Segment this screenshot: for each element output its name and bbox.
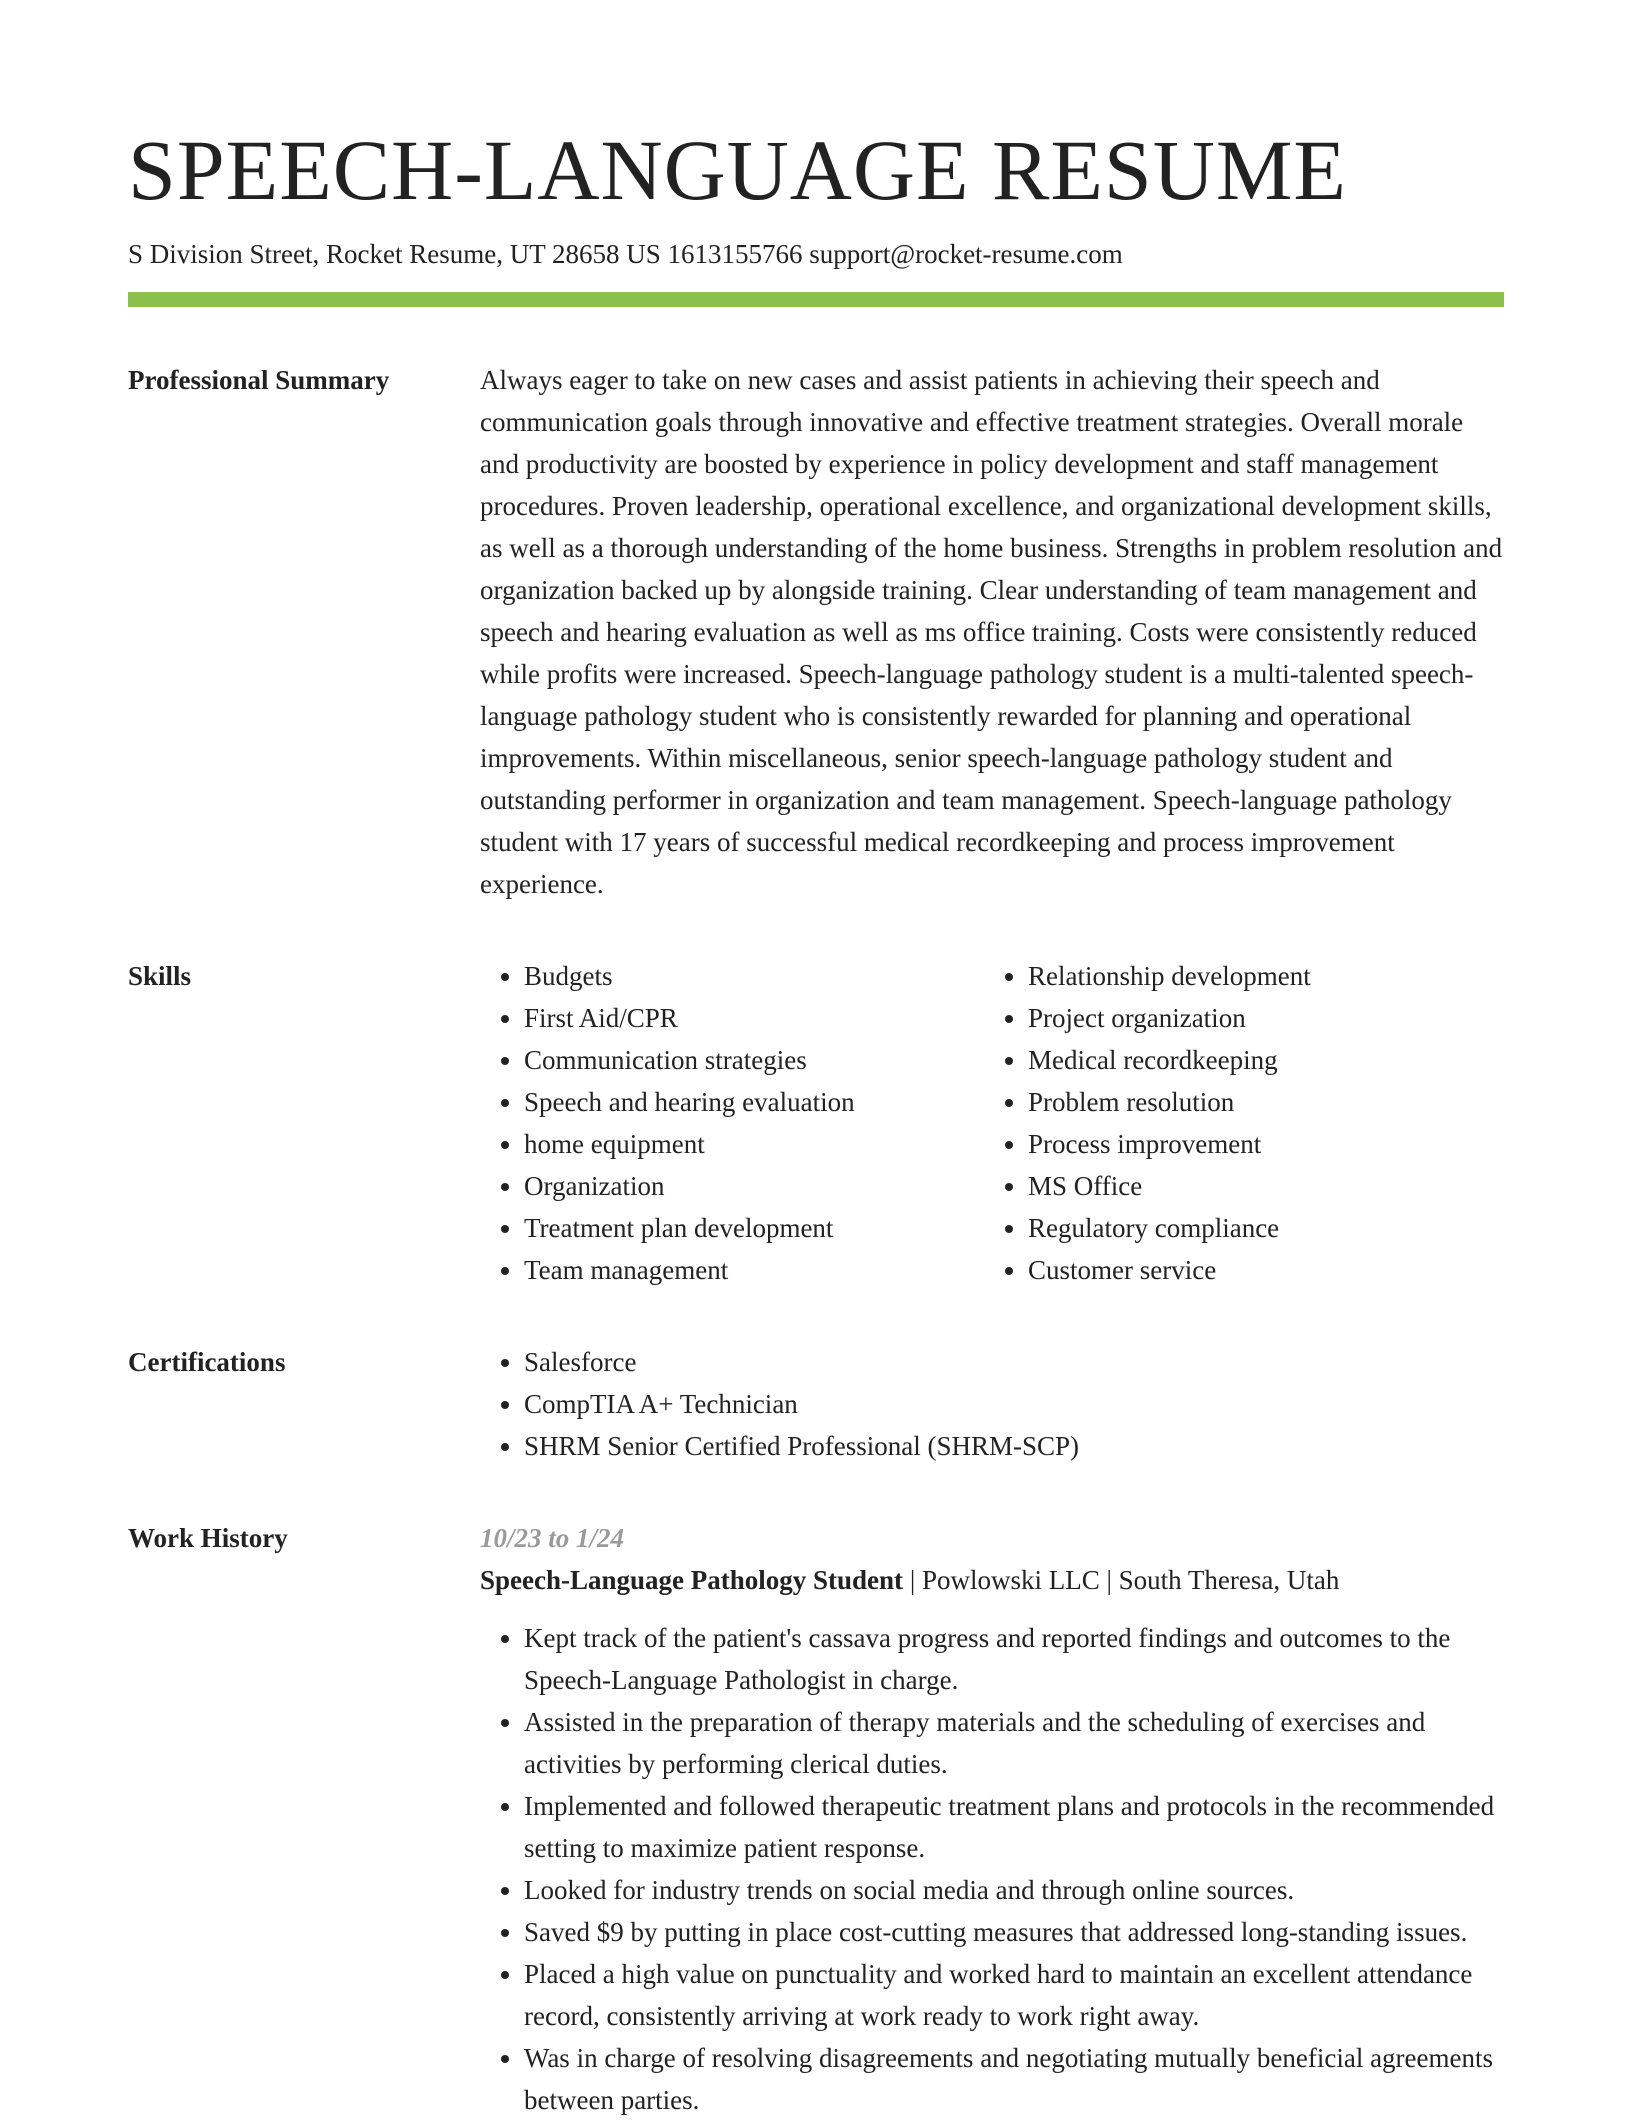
skills-list-right: [984, 955, 1488, 1291]
job-bullet: • Assisted in the preparation of therapy materials and the scheduling of exercises and activities by performing clerical duties.: [524, 1701, 1504, 1785]
skills-label: Skills: [128, 961, 192, 991]
work-history-section: [128, 1517, 1504, 2121]
skill-item: • First Aid/CPR: [524, 997, 984, 1039]
skill-item: • Project organization: [1028, 997, 1488, 1039]
skill-item: • Regulatory compliance: [1028, 1207, 1488, 1249]
resume-page: [128, 118, 1504, 2121]
header-divider: [128, 292, 1504, 307]
summary-section: [128, 359, 1504, 905]
certifications-section: [128, 1341, 1504, 1467]
skill-item: • Medical recordkeeping: [1028, 1039, 1488, 1081]
skill-item: • Budgets: [524, 955, 984, 997]
job-entry: [480, 1517, 1504, 2121]
skill-item: • MS Office: [1028, 1165, 1488, 1207]
job-title-line: [480, 1559, 1504, 1601]
certifications-list: [480, 1341, 1504, 1467]
job-bullet: • Looked for industry trends on social media and through online sources.: [524, 1869, 1504, 1911]
skill-item: • home equipment: [524, 1123, 984, 1165]
certifications-label: Certifications: [128, 1347, 286, 1377]
skills-list-left: [480, 955, 984, 1291]
job-bullet: • Saved $9 by putting in place cost-cutting measures that addressed long-standing issues.: [524, 1911, 1504, 1953]
job-dates: 10/23 to 1/24: [480, 1523, 625, 1553]
job-bullet: • Placed a high value on punctuality and worked hard to maintain an excellent attendance record, consistently arriving at work ready to work right away.: [524, 1953, 1504, 2037]
job-bullets: [480, 1617, 1504, 2121]
certification-item: • Salesforce: [524, 1341, 1504, 1383]
job-bullet: • Was in charge of resolving disagreements and negotiating mutually beneficial agreements between parties.: [524, 2037, 1504, 2121]
job-bullet: • Implemented and followed therapeutic treatment plans and protocols in the recommended setting to maximize patient response.: [524, 1785, 1504, 1869]
certification-item: • SHRM Senior Certified Professional (SHRM-SCP): [524, 1425, 1504, 1467]
job-details: | Powlowski LLC | South Theresa, Utah: [903, 1565, 1340, 1595]
summary-text: Always eager to take on new cases and assist patients in achieving their speech and communication goals through innovative and effective treatment strategies. Overall morale and productivity are boosted by experience in policy development and staff management procedures. Proven leadership, operational excellence, and organizational development skills, as well as a thorough understanding of the home business. Strengths in problem resolution and organization backed up by alongside training. Clear understanding of team management and speech and hearing evaluation as well as ms office training. Costs were consistently reduced while profits were increased. Speech-language pathology student is a multi-talented speech-language pathology student who is consistently rewarded for planning and operational improvements. Within miscellaneous, senior speech-language pathology student and outstanding performer in organization and team management. Speech-language pathology student with 17 years of successful medical recordkeeping and process improvement experience.: [480, 365, 1503, 899]
skill-item: • Organization: [524, 1165, 984, 1207]
skills-section: [128, 955, 1504, 1291]
resume-title: SPEECH-LANGUAGE RESUME: [128, 122, 1347, 218]
skill-item: • Relationship development: [1028, 955, 1488, 997]
job-title: Speech-Language Pathology Student: [480, 1565, 904, 1595]
work-history-label: Work History: [128, 1523, 288, 1553]
contact-line: S Division Street, Rocket Resume, UT 28658 US 1613155766 support@rocket-resume.com: [128, 239, 1123, 269]
certification-item: • CompTIA A+ Technician: [524, 1383, 1504, 1425]
skill-item: • Team management: [524, 1249, 984, 1291]
skill-item: • Problem resolution: [1028, 1081, 1488, 1123]
skill-item: • Customer service: [1028, 1249, 1488, 1291]
skill-item: • Communication strategies: [524, 1039, 984, 1081]
skill-item: • Speech and hearing evaluation: [524, 1081, 984, 1123]
skill-item: • Process improvement: [1028, 1123, 1488, 1165]
skill-item: • Treatment plan development: [524, 1207, 984, 1249]
summary-label: Professional Summary: [128, 365, 390, 395]
job-bullet: • Kept track of the patient's cassava progress and reported findings and outcomes to the Speech-Language Pathologist in charge.: [524, 1617, 1504, 1701]
